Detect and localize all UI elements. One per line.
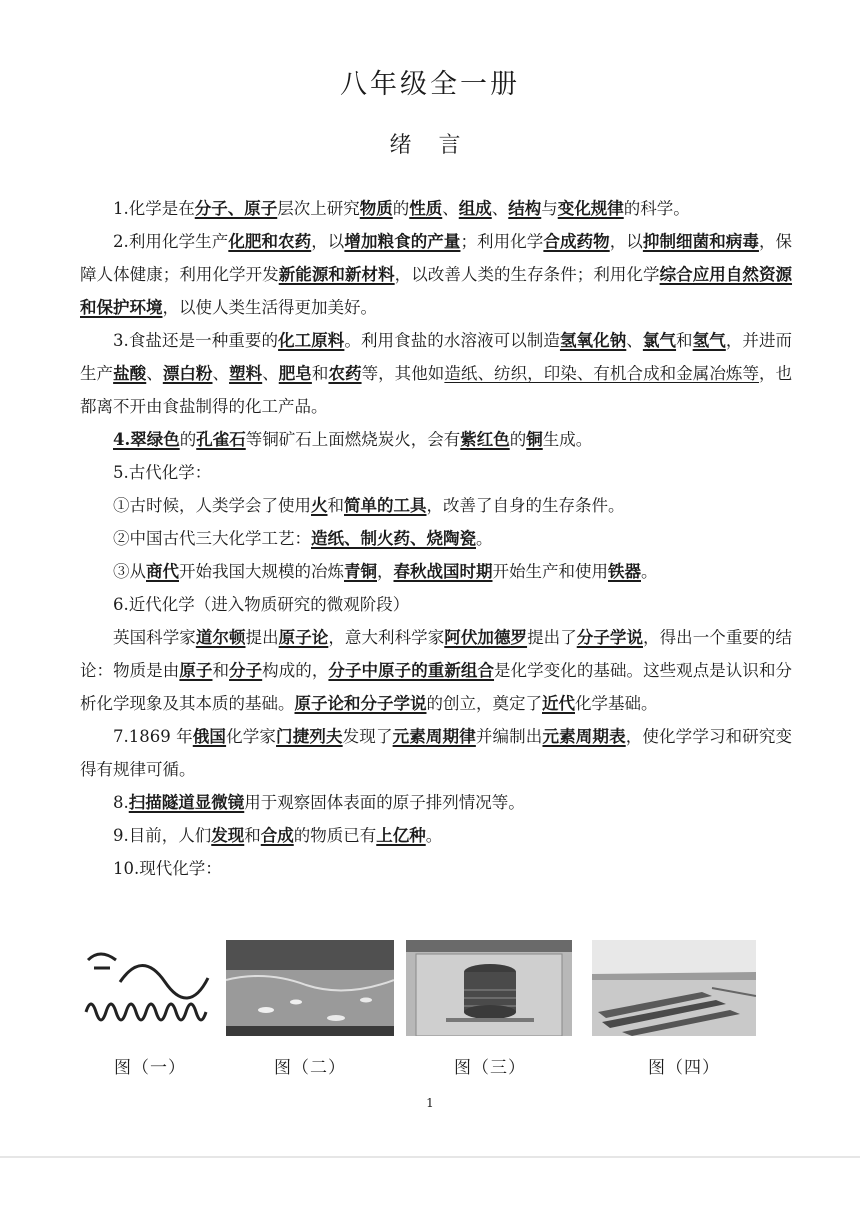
text-run: ③从 — [113, 562, 146, 581]
text-run: 生成。 — [542, 430, 593, 449]
paragraph — [80, 192, 792, 225]
text-run: 提出 — [245, 628, 279, 647]
paragraph — [80, 588, 792, 621]
underlined-text: 造纸、纺织，印染、有机合成和金属冶炼等 — [444, 364, 760, 383]
text-run: 7.1869 年 — [113, 727, 193, 746]
key-term: 塑料 — [229, 364, 263, 383]
figure-1-wave-drawing — [80, 940, 216, 1036]
paragraph — [80, 786, 792, 819]
figure-row — [80, 940, 780, 1100]
page-number: 1 — [426, 1096, 434, 1110]
key-term: 肥皂 — [278, 364, 312, 383]
figure-2-aquarium-photo — [226, 940, 394, 1036]
paragraph — [80, 423, 792, 456]
paragraph — [80, 324, 792, 423]
key-term: 化肥和农药 — [228, 232, 312, 251]
text-run: 等，其他如 — [361, 364, 445, 383]
text-run: 层次上研究 — [277, 199, 360, 218]
section-title: 绪 言 — [389, 133, 471, 158]
key-term: 原子 — [179, 661, 213, 680]
text-run: 和 — [327, 496, 344, 515]
key-term: 4.翠绿色 — [113, 430, 180, 449]
key-term: 门捷列夫 — [276, 727, 343, 746]
text-run: ，得出一个重要的结论：物质是由 — [80, 628, 792, 680]
text-run: ②中国古代三大化学工艺： — [113, 529, 311, 548]
key-term: 扫描隧道显微镜 — [128, 793, 245, 812]
paragraph — [80, 621, 792, 720]
figure-4-caption: 图（四） — [648, 1058, 720, 1078]
figure-2-caption: 图（二） — [274, 1058, 346, 1078]
key-term: 原子论 — [278, 628, 329, 647]
key-term: 氢气 — [692, 331, 726, 350]
key-term: 组成 — [458, 199, 492, 218]
paragraph — [80, 225, 792, 324]
key-term: 简单的工具 — [344, 496, 427, 515]
figure-4-boats-photo — [592, 940, 756, 1036]
text-run: 1.化学是在 — [113, 199, 195, 218]
key-term: 造纸、制火药、烧陶瓷 — [311, 529, 476, 548]
paragraph — [80, 852, 792, 885]
key-term: 分子 — [229, 661, 263, 680]
key-term: 商代 — [146, 562, 179, 581]
key-term: 抑制细菌和病毒 — [642, 232, 759, 251]
key-term: 青铜 — [344, 562, 377, 581]
key-term: 氯气 — [642, 331, 677, 350]
text-run: 的科学。 — [623, 199, 690, 218]
key-term: 上亿种 — [376, 826, 426, 845]
key-term: 盐酸 — [113, 364, 147, 383]
text-run: ，以改善人类的生存条件；利用化学 — [394, 265, 660, 284]
body-text — [80, 192, 792, 885]
text-run: 的 — [509, 430, 527, 449]
key-term: 元素周期表 — [542, 727, 626, 746]
text-run: 化学基础。 — [575, 694, 658, 713]
key-term: 结构 — [508, 199, 542, 218]
text-run: ，以 — [609, 232, 643, 251]
paragraph — [80, 819, 792, 852]
page-divider — [0, 1156, 860, 1158]
text-run: 5.古代化学： — [113, 463, 212, 482]
key-term: 分子中原子的重新组合 — [328, 661, 495, 680]
text-run: ①古时候，人类学会了使用 — [113, 496, 311, 515]
text-run: 发现了 — [342, 727, 393, 746]
text-run: 2.利用化学生产 — [113, 232, 229, 251]
key-term: 俄国 — [192, 727, 227, 746]
key-term: 阿伏加德罗 — [444, 628, 528, 647]
paragraph — [80, 720, 792, 786]
text-run: ，以 — [311, 232, 345, 251]
figure-3-vessel-photo — [406, 940, 572, 1036]
key-term: 道尔顿 — [195, 628, 246, 647]
figure-3-caption: 图（三） — [454, 1058, 526, 1078]
text-run: 用于观察固体表面的原子排列情况等。 — [244, 793, 525, 812]
text-run: ，以使人类生活得更加美好。 — [162, 298, 377, 317]
key-term: 分子、原子 — [194, 199, 278, 218]
text-run: ，使化学学习和研究变得有规律可循。 — [80, 727, 793, 779]
key-term: 孔雀石 — [196, 430, 246, 449]
key-term: 漂白粉 — [162, 364, 213, 383]
text-run: 开始生产和使用 — [492, 562, 608, 581]
text-run: 的物质已有 — [293, 826, 377, 845]
key-term: 铜 — [526, 430, 543, 449]
key-term: 农药 — [328, 364, 362, 383]
key-term: 新能源和新材料 — [278, 265, 395, 284]
text-run: 和 — [311, 364, 329, 383]
text-run: 化学家 — [226, 727, 277, 746]
text-run: 。利用食盐的水溶液可以制造 — [344, 331, 560, 350]
text-run: ；利用化学 — [460, 232, 544, 251]
text-run: 等铜矿石上面燃烧炭火，会有 — [245, 430, 461, 449]
key-term: 性质 — [409, 199, 443, 218]
text-run: 8. — [113, 793, 129, 812]
text-run: 。 — [476, 529, 493, 548]
key-term: 分子学说 — [576, 628, 643, 647]
text-run: 。 — [641, 562, 658, 581]
text-run: 的创立，奠定了 — [426, 694, 542, 713]
text-run: 与 — [541, 199, 558, 218]
text-run: 和 — [212, 661, 230, 680]
text-run: 是化学变化的基础。这些观点是认识和分析化学现象及其本质的基础。 — [80, 661, 793, 713]
text-run: 、 — [491, 199, 509, 218]
paragraph — [80, 456, 792, 489]
text-run: 和 — [676, 331, 693, 350]
key-term: 增加粮食的产量 — [344, 232, 461, 251]
figure-1-caption: 图（一） — [114, 1058, 186, 1078]
text-run: ，并进而生产 — [80, 331, 793, 383]
text-run: 6.近代化学（进入物质研究的微观阶段） — [113, 595, 410, 614]
text-run: 3.食盐还是一种重要的 — [113, 331, 279, 350]
paragraph — [80, 489, 792, 522]
key-term: 物质 — [359, 199, 393, 218]
text-run: 构成的， — [262, 661, 329, 680]
key-term: 紫红色 — [460, 430, 510, 449]
key-term: 合成 — [260, 826, 294, 845]
key-term: 化工原料 — [278, 331, 345, 350]
text-run: ，意大利科学家 — [328, 628, 445, 647]
key-term: 火 — [311, 496, 328, 515]
text-run: 的 — [179, 430, 197, 449]
key-term: 元素周期律 — [392, 727, 476, 746]
text-run: 9.目前，人们 — [113, 826, 212, 845]
key-term: 近代 — [542, 694, 575, 713]
key-term: 春秋战国时期 — [393, 562, 493, 581]
text-run: 的 — [392, 199, 410, 218]
text-run: 、 — [442, 199, 459, 218]
key-term: 变化规律 — [557, 199, 624, 218]
text-run: ，也都离不开由食盐制得的化工产品。 — [80, 364, 793, 416]
text-run: 、 — [146, 364, 163, 383]
text-run: 、 — [262, 364, 279, 383]
text-run: 开始我国大规模的冶炼 — [179, 562, 344, 581]
text-run: 提出了 — [527, 628, 577, 647]
text-run: 10.现代化学： — [113, 859, 222, 878]
text-run: 、 — [626, 331, 643, 350]
text-run: 英国科学家 — [113, 628, 196, 647]
text-run: ，保障人体健康；利用化学开发 — [80, 232, 793, 284]
paragraph — [80, 555, 792, 588]
text-run: 。 — [425, 826, 443, 845]
paragraph — [80, 522, 792, 555]
key-term: 发现 — [211, 826, 245, 845]
text-run: ， — [377, 562, 394, 581]
key-term: 铁器 — [608, 562, 641, 581]
key-term: 合成药物 — [543, 232, 610, 251]
text-run: ，改善了自身的生存条件。 — [426, 496, 625, 515]
page-title: 八年级全一册 — [340, 69, 520, 100]
key-term: 综合应用自然资源和保护环境 — [80, 265, 793, 317]
key-term: 氢氧化钠 — [559, 331, 627, 350]
key-term: 原子论和分子学说 — [294, 694, 427, 713]
text-run: 、 — [212, 364, 230, 383]
text-run: 和 — [244, 826, 261, 845]
text-run: 并编制出 — [475, 727, 543, 746]
